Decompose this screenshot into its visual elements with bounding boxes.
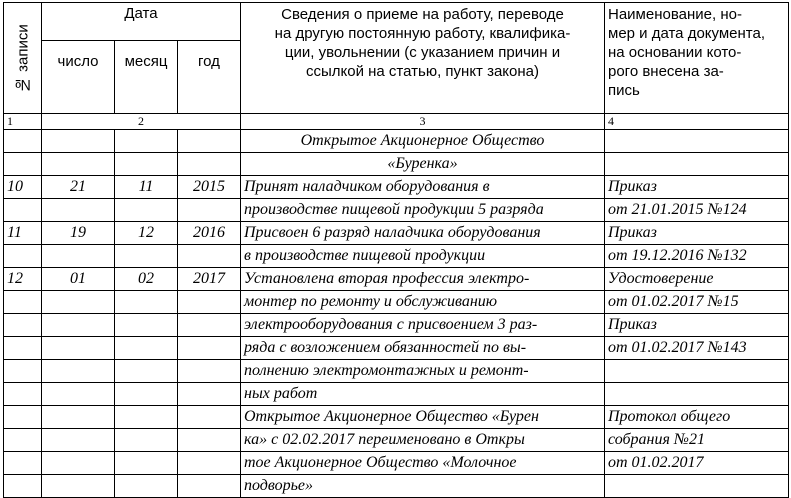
info-cell: монтер по ремонту и обслуживанию (241, 291, 605, 314)
document-cell (605, 475, 789, 498)
info-header-line: ции, увольнении (с указанием причин и (284, 44, 561, 61)
year-cell (178, 406, 241, 429)
info-cell: в производстве пищевой продукции (241, 245, 605, 268)
document-cell: Приказ (605, 222, 789, 245)
month-cell (115, 245, 178, 268)
day-cell (42, 291, 115, 314)
document-cell: от 21.01.2015 №124 (605, 199, 789, 222)
document-cell: собрания №21 (605, 429, 789, 452)
record-number-cell (4, 383, 42, 406)
year-cell (178, 199, 241, 222)
document-cell (605, 153, 789, 176)
month-cell: 02 (115, 268, 178, 291)
day-cell (42, 360, 115, 383)
column-number: 4 (605, 114, 789, 130)
table-row (4, 176, 789, 199)
document-cell: от 01.02.2017 №15 (605, 291, 789, 314)
month-header: месяц (115, 41, 178, 114)
record-number-cell (4, 291, 42, 314)
date-header: Дата (42, 3, 241, 41)
info-header-line: на другую постоянную работу, квалифика- (274, 25, 571, 42)
day-cell: 01 (42, 268, 115, 291)
table-row (4, 199, 789, 222)
document-cell: Приказ (605, 176, 789, 199)
column-number: 1 (4, 114, 42, 130)
month-cell (115, 475, 178, 498)
day-cell (42, 130, 115, 153)
info-cell: тое Акционерное Общество «Молочное (241, 452, 605, 475)
record-number-cell (4, 130, 42, 153)
day-cell (42, 153, 115, 176)
info-cell: ряда с возложением обязанностей по вы- (241, 337, 605, 360)
record-number-cell (4, 360, 42, 383)
year-cell: 2015 (178, 176, 241, 199)
record-number-cell (4, 314, 42, 337)
day-header: число (42, 41, 115, 114)
info-cell: Принят наладчиком оборудования в (241, 176, 605, 199)
table-row (4, 475, 789, 498)
year-header: год (178, 41, 241, 114)
table-row (4, 360, 789, 383)
year-cell (178, 153, 241, 176)
document-cell: Протокол общего (605, 406, 789, 429)
info-header-line: ссылкой на статью, пункт закона) (305, 63, 540, 80)
record-number-cell (4, 452, 42, 475)
document-cell (605, 130, 789, 153)
info-cell: «Буренка» (241, 153, 605, 176)
month-cell (115, 199, 178, 222)
day-cell (42, 314, 115, 337)
info-cell: подворье» (241, 475, 605, 498)
table-row (4, 245, 789, 268)
doc-header-line: мер и дата документа, (608, 25, 765, 42)
info-cell: Присвоен 6 разряд наладчика оборудования (241, 222, 605, 245)
info-header (241, 3, 605, 114)
table-row (4, 222, 789, 245)
year-cell (178, 130, 241, 153)
year-cell (178, 429, 241, 452)
record-number-cell (4, 199, 42, 222)
record-number-header: № записи (4, 3, 42, 114)
table-row (4, 452, 789, 475)
header-row (4, 3, 789, 41)
month-cell (115, 314, 178, 337)
document-cell (605, 383, 789, 406)
day-cell (42, 475, 115, 498)
info-cell: полнению электромонтажных и ремонт- (241, 360, 605, 383)
record-number-cell (4, 429, 42, 452)
month-cell (115, 406, 178, 429)
column-number: 3 (241, 114, 605, 130)
month-cell (115, 452, 178, 475)
day-cell (42, 245, 115, 268)
column-number: 2 (42, 114, 241, 130)
record-number-cell: 10 (4, 176, 42, 199)
year-cell (178, 291, 241, 314)
record-number-cell (4, 337, 42, 360)
record-number-cell (4, 475, 42, 498)
day-cell (42, 199, 115, 222)
month-cell (115, 130, 178, 153)
year-cell (178, 314, 241, 337)
day-cell: 21 (42, 176, 115, 199)
day-cell (42, 406, 115, 429)
year-cell (178, 452, 241, 475)
document-cell: от 19.12.2016 №132 (605, 245, 789, 268)
record-number-cell (4, 245, 42, 268)
table-row (4, 383, 789, 406)
info-cell: Установлена вторая профессия электро- (241, 268, 605, 291)
day-cell (42, 337, 115, 360)
year-cell (178, 383, 241, 406)
month-cell (115, 383, 178, 406)
month-cell: 11 (115, 176, 178, 199)
document-cell: от 01.02.2017 №143 (605, 337, 789, 360)
info-cell: Открытое Акционерное Общество «Бурен (241, 406, 605, 429)
doc-header-line: пись (608, 82, 640, 99)
table-row (4, 406, 789, 429)
table-row (4, 314, 789, 337)
document-cell: от 01.02.2017 (605, 452, 789, 475)
document-cell (605, 360, 789, 383)
year-cell (178, 475, 241, 498)
table-row (4, 291, 789, 314)
day-cell (42, 429, 115, 452)
info-cell: электрооборудования с присвоением 3 раз- (241, 314, 605, 337)
column-number-row (4, 114, 789, 130)
table-row (4, 429, 789, 452)
year-cell (178, 337, 241, 360)
year-cell (178, 245, 241, 268)
day-cell (42, 383, 115, 406)
record-number-cell (4, 153, 42, 176)
table-row (4, 268, 789, 291)
table-row (4, 153, 789, 176)
info-cell: Открытое Акционерное Общество (241, 130, 605, 153)
document-cell: Приказ (605, 314, 789, 337)
year-cell (178, 360, 241, 383)
year-cell: 2016 (178, 222, 241, 245)
doc-header-line: рого внесена за- (608, 63, 724, 80)
record-number-cell: 11 (4, 222, 42, 245)
day-cell (42, 452, 115, 475)
day-cell: 19 (42, 222, 115, 245)
month-cell (115, 429, 178, 452)
record-number-cell (4, 406, 42, 429)
document-header (605, 3, 789, 114)
employment-record-table (3, 2, 789, 498)
document-cell: Удостоверение (605, 268, 789, 291)
month-cell (115, 153, 178, 176)
doc-header-line: на основании кото- (608, 44, 742, 61)
info-cell: ных работ (241, 383, 605, 406)
info-cell: ка» с 02.02.2017 переименовано в Откры (241, 429, 605, 452)
year-cell: 2017 (178, 268, 241, 291)
info-cell: производстве пищевой продукции 5 разряда (241, 199, 605, 222)
month-cell: 12 (115, 222, 178, 245)
doc-header-line: Наименование, но- (608, 6, 742, 23)
record-number-cell: 12 (4, 268, 42, 291)
month-cell (115, 360, 178, 383)
month-cell (115, 337, 178, 360)
info-header-line: Сведения о приеме на работу, переводе (281, 6, 564, 23)
table-row (4, 337, 789, 360)
month-cell (115, 291, 178, 314)
table-row (4, 130, 789, 153)
